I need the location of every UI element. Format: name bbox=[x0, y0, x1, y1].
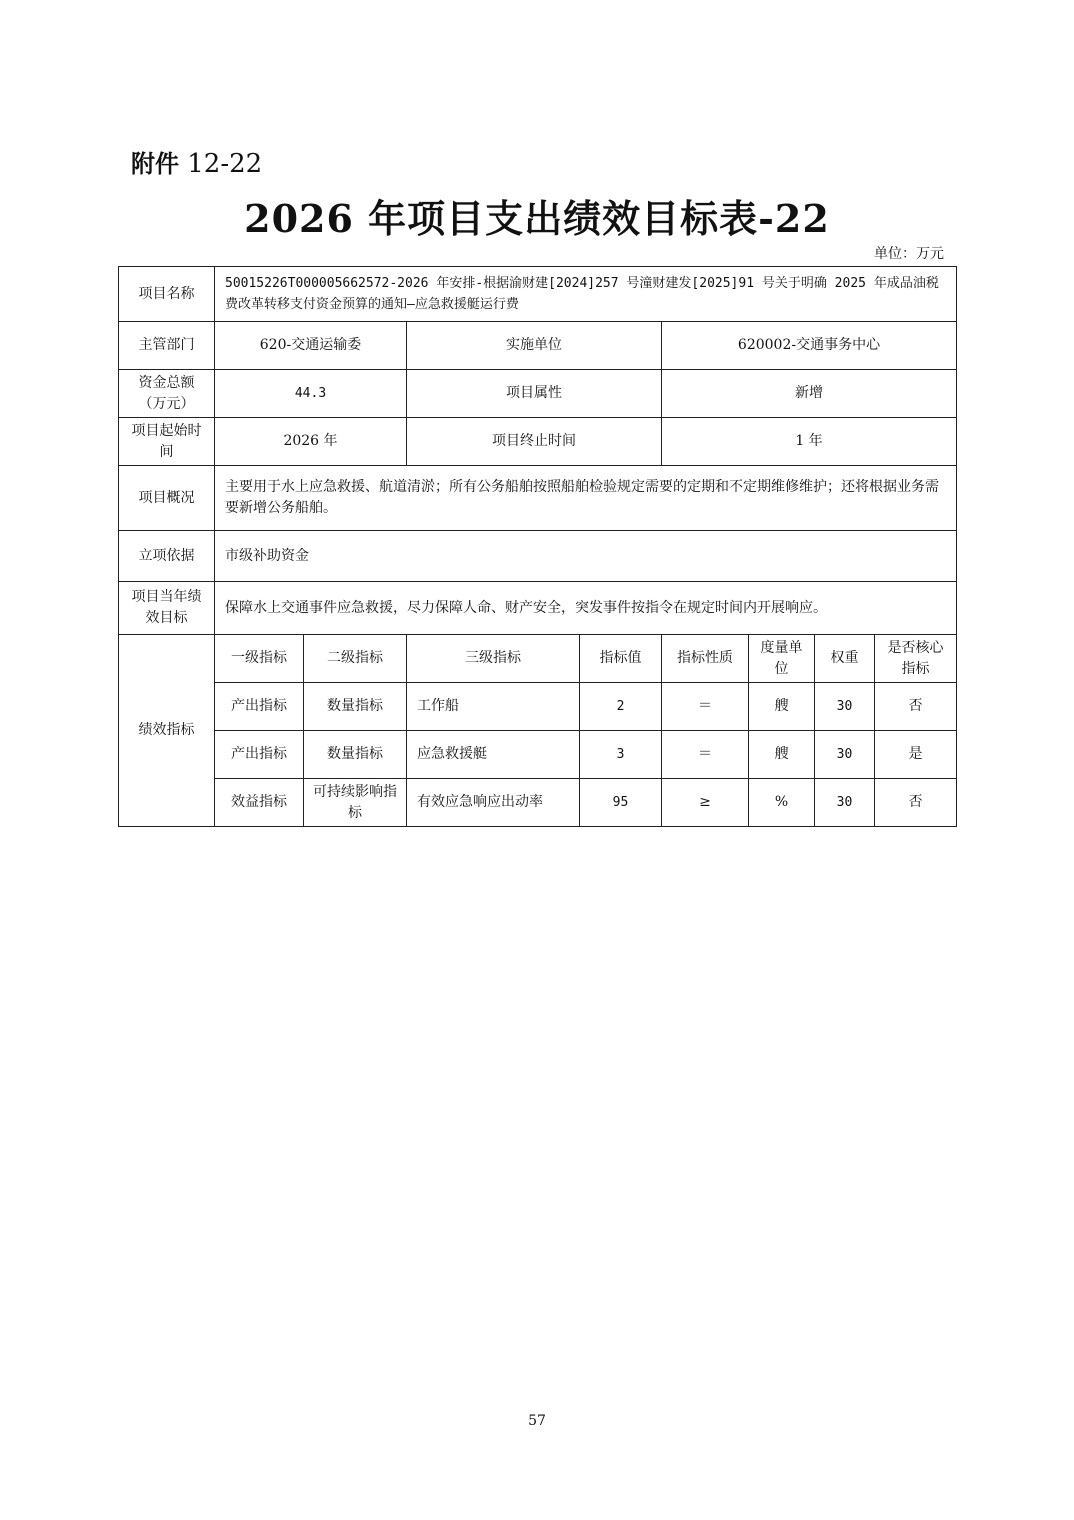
level2-cell: 可持续影响指标 bbox=[304, 779, 407, 827]
attr-value: 新增 bbox=[662, 370, 957, 418]
nature-cell: ≥ bbox=[662, 779, 749, 827]
row-department bbox=[119, 322, 957, 370]
row-funds bbox=[119, 370, 957, 418]
goal-label: 项目当年绩效目标 bbox=[119, 582, 215, 635]
row-project-name bbox=[119, 267, 957, 322]
value-cell: 95 bbox=[580, 779, 662, 827]
level3-cell: 应急救援艇 bbox=[407, 731, 580, 779]
row-goal bbox=[119, 582, 957, 635]
impl-label: 实施单位 bbox=[407, 322, 662, 370]
overview-label: 项目概况 bbox=[119, 466, 215, 531]
indicators-label: 绩效指标 bbox=[119, 635, 215, 827]
page-number: 57 bbox=[528, 1413, 546, 1429]
basis-value: 市级补助资金 bbox=[215, 531, 957, 582]
attachment-label bbox=[131, 144, 262, 179]
project-name-label: 项目名称 bbox=[119, 267, 215, 322]
core-cell: 否 bbox=[875, 779, 957, 827]
header-level3: 三级指标 bbox=[407, 635, 580, 683]
indicator-header-row bbox=[119, 635, 957, 683]
performance-table bbox=[118, 266, 957, 827]
funds-label: 资金总额（万元） bbox=[119, 370, 215, 418]
value-cell: 3 bbox=[580, 731, 662, 779]
level1-cell: 产出指标 bbox=[215, 683, 304, 731]
dept-value: 620-交通运输委 bbox=[215, 322, 407, 370]
weight-cell: 30 bbox=[815, 683, 875, 731]
level3-cell: 有效应急响应出动率 bbox=[407, 779, 580, 827]
dept-label: 主管部门 bbox=[119, 322, 215, 370]
goal-value: 保障水上交通事件应急救援，尽力保障人命、财产安全，突发事件按指令在规定时间内开展响应。 bbox=[215, 582, 957, 635]
weight-cell: 30 bbox=[815, 731, 875, 779]
attachment-number: 12-22 bbox=[187, 149, 263, 179]
attr-label: 项目属性 bbox=[407, 370, 662, 418]
row-basis bbox=[119, 531, 957, 582]
level1-cell: 效益指标 bbox=[215, 779, 304, 827]
header-weight: 权重 bbox=[815, 635, 875, 683]
header-level1: 一级指标 bbox=[215, 635, 304, 683]
header-value: 指标值 bbox=[580, 635, 662, 683]
unit-cell: 艘 bbox=[749, 731, 815, 779]
end-label: 项目终止时间 bbox=[407, 418, 662, 466]
impl-value: 620002-交通事务中心 bbox=[662, 322, 957, 370]
unit-label: 单位：万元 bbox=[874, 246, 944, 262]
unit-cell: 艘 bbox=[749, 683, 815, 731]
core-cell: 否 bbox=[875, 683, 957, 731]
row-period bbox=[119, 418, 957, 466]
end-value: 1 年 bbox=[662, 418, 957, 466]
level3-cell: 工作船 bbox=[407, 683, 580, 731]
level1-cell: 产出指标 bbox=[215, 731, 304, 779]
funds-value: 44.3 bbox=[215, 370, 407, 418]
level2-cell: 数量指标 bbox=[304, 731, 407, 779]
header-level2: 二级指标 bbox=[304, 635, 407, 683]
nature-cell: ＝ bbox=[662, 731, 749, 779]
header-unit: 度量单位 bbox=[749, 635, 815, 683]
overview-value: 主要用于水上应急救援、航道清淤；所有公务船舶按照船舶检验规定需要的定期和不定期维修维护；还将根据业务需要新增公务船舶。 bbox=[215, 466, 957, 531]
header-core: 是否核心指标 bbox=[875, 635, 957, 683]
value-cell: 2 bbox=[580, 683, 662, 731]
page-title: 2026 年项目支出绩效目标表-22 bbox=[244, 196, 830, 241]
weight-cell: 30 bbox=[815, 779, 875, 827]
unit-cell: % bbox=[749, 779, 815, 827]
row-overview bbox=[119, 466, 957, 531]
table-row bbox=[119, 683, 957, 731]
table-row bbox=[119, 779, 957, 827]
attachment-prefix: 附件 bbox=[131, 150, 179, 178]
start-label: 项目起始时间 bbox=[119, 418, 215, 466]
core-cell: 是 bbox=[875, 731, 957, 779]
level2-cell: 数量指标 bbox=[304, 683, 407, 731]
header-nature: 指标性质 bbox=[662, 635, 749, 683]
project-name-value: 50015226T000005662572-2026 年安排-根据渝财建[2024]257 号潼财建发[2025]91 号关于明确 2025 年成品油税费改革转移支付资金预算的通知—应急救援艇运行费 bbox=[215, 267, 957, 322]
nature-cell: ＝ bbox=[662, 683, 749, 731]
start-value: 2026 年 bbox=[215, 418, 407, 466]
table-row bbox=[119, 731, 957, 779]
basis-label: 立项依据 bbox=[119, 531, 215, 582]
